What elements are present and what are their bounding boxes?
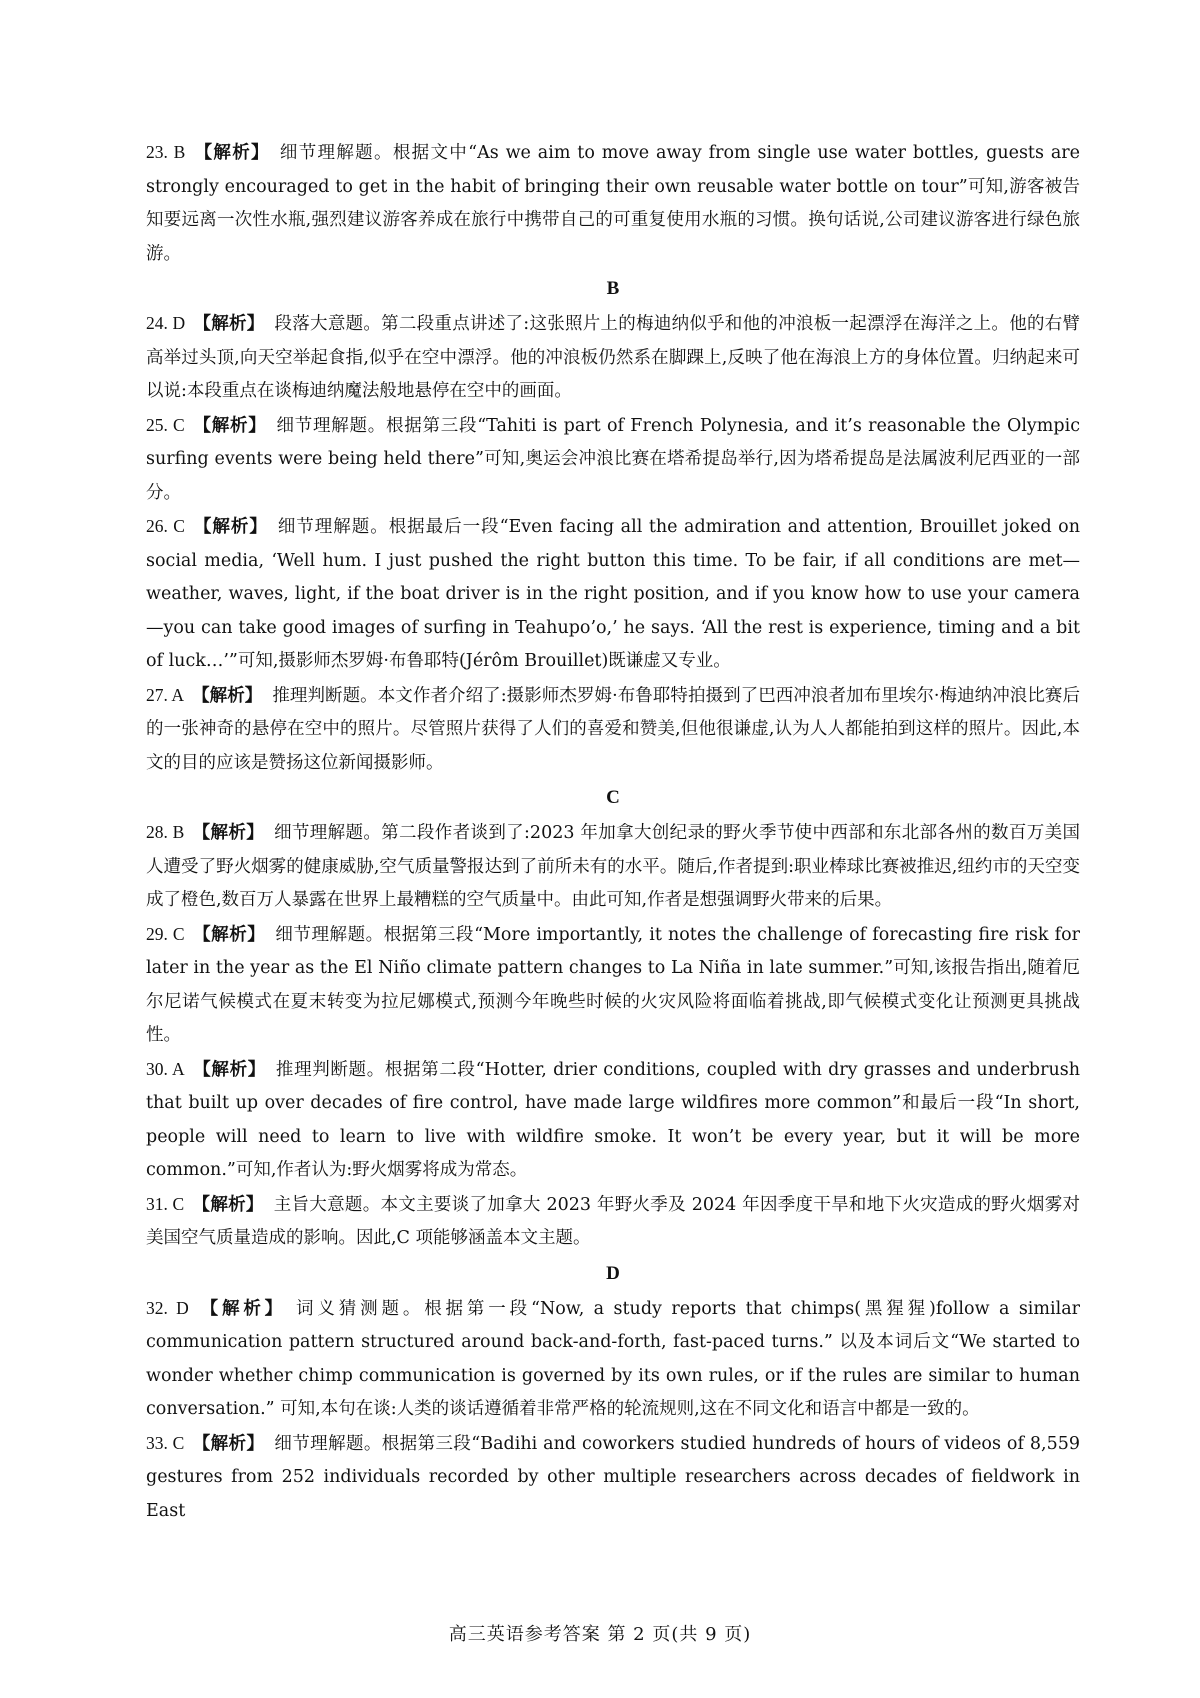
- answer-item-33: [146, 1427, 1080, 1529]
- analysis-text: 细节理解题。根据第三段“Tahiti is part of French Polynesia, and it’s reasonable the Olympic surfing events were being held there”可知,奥运会冲浪比赛在塔希提岛举行,因为塔希提岛是法属波利尼西亚的一部分。: [146, 415, 1080, 503]
- answer-item-24: [146, 307, 1080, 409]
- analysis-text: 词义猜测题。根据第一段“Now, a study reports that chimps(黑猩猩)follow a similar communication pattern structured around back-and-forth, fast-paced turns.” 以及本词后文“We started to wonder whether chimp communication is governed by its own rules, or if the rules are similar to human conversation.” 可知,本句在谈:人类的谈话遵循着非常严格的轮流规则,这在不同文化和语言中都是一致的。: [146, 1298, 1080, 1419]
- question-number: 30. A: [146, 1058, 185, 1079]
- analysis-tag: 【解析】: [192, 415, 267, 436]
- analysis-text: 推理判断题。本文作者介绍了:摄影师杰罗姆·布鲁耶特拍摄到了巴西冲浪者加布里埃尔·梅迪纳冲浪比赛后的一张神奇的悬停在空中的照片。尽管照片获得了人们的喜爱和赞美,但他很谦虚,认为人人都能拍到这样的照片。因此,本文的目的应该是赞扬这位新闻摄影师。: [146, 685, 1080, 773]
- answer-item-27: [146, 679, 1080, 781]
- section-heading-d: D: [606, 1262, 620, 1284]
- analysis-text: 段落大意题。第二段重点讲述了:这张照片上的梅迪纳似乎和他的冲浪板一起漂浮在海洋之上。他的右臂高举过头顶,向天空举起食指,似乎在空中漂浮。他的冲浪板仍然系在脚踝上,反映了他在海浪上方的身体位置。归纳起来可以说:本段重点在谈梅迪纳魔法般地悬停在空中的画面。: [146, 314, 1080, 401]
- analysis-tag: 【解析】: [192, 1433, 265, 1454]
- analysis-text: 细节理解题。第二段作者谈到了:2023 年加拿大创纪录的野火季节使中西部和东北部各州的数百万美国人遭受了野火烟雾的健康威胁,空气质量警报达到了前所未有的水平。随后,作者提到:职业棒球比赛被推迟,纽约市的天空变成了橙色,数百万人暴露在世界上最糟糕的空气质量中。由此可知,作者是想强调野火带来的后果。: [146, 823, 1080, 910]
- question-number: 33. C: [146, 1432, 185, 1453]
- question-number: 27. A: [146, 684, 184, 705]
- analysis-tag: 【解析】: [196, 1298, 287, 1319]
- answer-item-23: [146, 136, 1080, 271]
- analysis-text: 细节理解题。根据第三段“Badihi and coworkers studied hundreds of hours of videos of 8,559 gestures from 252 individuals recorded by other multiple researchers across decades of fieldwork in East: [146, 1433, 1080, 1521]
- analysis-tag: 【解析】: [193, 314, 265, 334]
- section-heading-b: B: [606, 278, 620, 299]
- question-number: 25. C: [146, 414, 185, 435]
- analysis-tag: 【解析】: [192, 924, 266, 945]
- answer-item-28: [146, 816, 1080, 918]
- analysis-text: 细节理解题。根据第三段“More importantly, it notes the challenge of forecasting fire risk for later in the year as the El Niño climate pattern changes to La Niña in late summer.”可知,该报告指出,随着厄尔尼诺气候模式在夏末转变为拉尼娜模式,预测今年晚些时候的火灾风险将面临着挑战,即气候模式变化让预测更具挑战性。: [146, 924, 1081, 1045]
- section-heading-c: C: [606, 787, 620, 808]
- question-number: 29. C: [146, 923, 185, 944]
- analysis-tag: 【解析】: [192, 1059, 266, 1080]
- page-footer: 高三英语参考答案 第 2 页(共 9 页): [448, 1624, 752, 1645]
- analysis-text: 细节理解题。根据文中“As we aim to move away from single use water bottles, guests are strongly encouraged to get in the habit of bringing their own reusable water bottle on tour”可知,游客被告知要远离一次性水瓶,强烈建议游客养成在旅行中携带自己的可重复使用水瓶的习惯。换句话说,公司建议游客进行绿色旅游。: [146, 143, 1080, 264]
- answer-item-25: [146, 409, 1080, 511]
- analysis-text: 推理判断题。根据第二段“Hotter, drier conditions, coupled with dry grasses and underbrush that built up over decades of fire control, have made large wildfires more common”和最后一段“In short, people will need to learn to live with wildfire smoke. It won’t be every year, but it will be more common.”可知,作者认为:野火烟雾将成为常态。: [146, 1059, 1080, 1180]
- answer-item-32: [146, 1292, 1080, 1427]
- question-number: 24. D: [146, 313, 186, 333]
- question-number: 23. B: [146, 142, 186, 162]
- analysis-tag: 【解析】: [192, 823, 265, 843]
- answer-item-30: [146, 1053, 1080, 1188]
- question-number: 28. B: [146, 822, 185, 842]
- analysis-tag: 【解析】: [192, 517, 268, 537]
- analysis-tag: 【解析】: [192, 1194, 264, 1215]
- analysis-tag: 【解析】: [193, 143, 270, 163]
- analysis-text: 主旨大意题。本文主要谈了加拿大 2023 年野火季及 2024 年因季度干旱和地下火灾造成的野火烟雾对美国空气质量造成的影响。因此,C 项能够涵盖本文主题。: [146, 1194, 1080, 1248]
- answer-item-26: [146, 510, 1080, 679]
- analysis-text: 细节理解题。根据最后一段“Even facing all the admiration and attention, Brouillet joked on social media, ‘Well hum. I just pushed the right button this time. To be fair, if all conditions are met—weather, waves, light, if the boat driver is in the right position, and if you know how to use your camera—you can take good images of surfing in Teahupo’o,’ he says. ‘All the rest is experience, timing and a bit of luck…’”可知,摄影师杰罗姆·布鲁耶特(Jérôm Brouillet)既谦虚又专业。: [146, 517, 1080, 671]
- question-number: 31. C: [146, 1193, 185, 1214]
- answer-item-29: [146, 918, 1080, 1053]
- answer-item-31: [146, 1188, 1080, 1256]
- question-number: 26. C: [146, 516, 185, 536]
- question-number: 32. D: [146, 1297, 189, 1318]
- answer-key-page: [146, 136, 1080, 1528]
- analysis-tag: 【解析】: [192, 685, 263, 706]
